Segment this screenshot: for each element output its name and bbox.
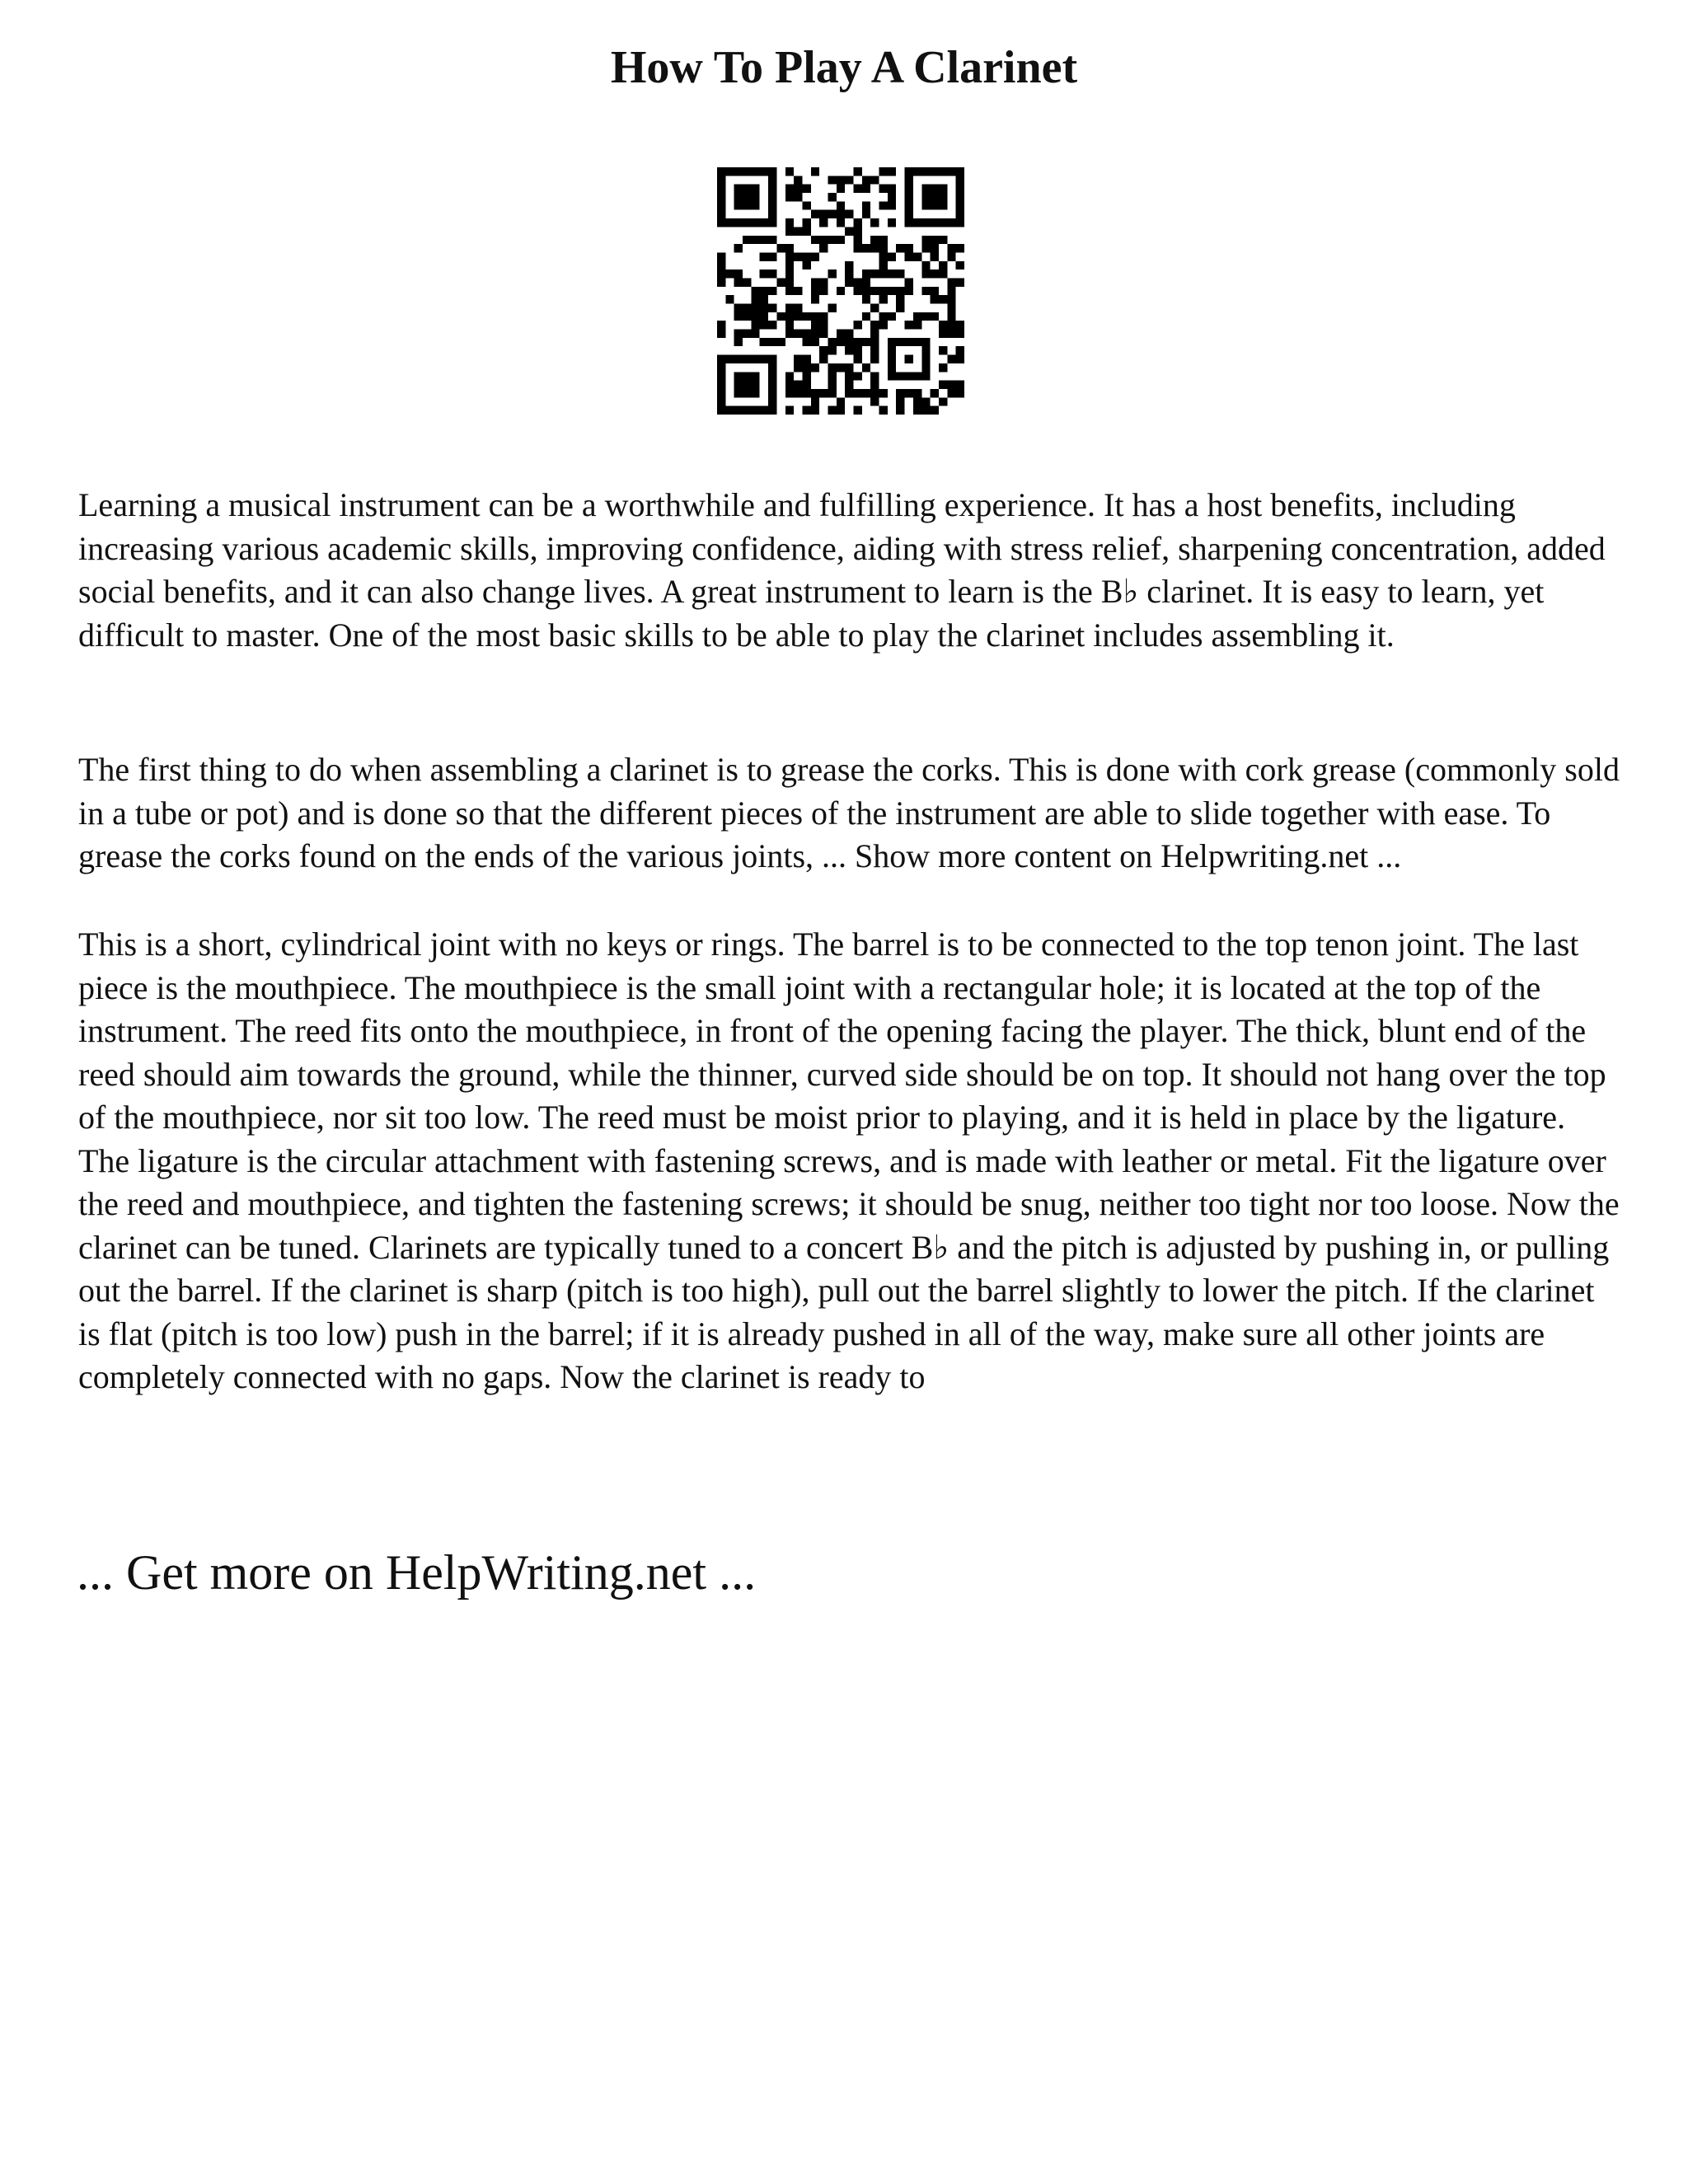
intro-paragraph: Learning a musical instrument can be a worthwhile and fulfilling experience. It has a host benefits, including increasing various academic skills, improving confidence, aiding with stress relief, sharpening concentration, added social benefits, and it can also change lives. A great instrument to learn is the B♭ clarinet. It is easy to learn, yet difficult to master. One of the most basic skills to be able to play the clarinet includes assembling it. — [78, 486, 1606, 654]
qr-code-icon — [717, 167, 964, 415]
cork-grease-paragraph: The first thing to do when assembling a clarinet is to grease the corks. This is done with cork grease (commonly sold in a tube or pot) and is done so that the different pieces of the instrument are able to slide together with ease. To grease the corks found on the ends of the various joints, ... Show more content on Helpwriting.net ... — [78, 751, 1620, 874]
get-more-link[interactable]: ... Get more on HelpWriting.net ... — [77, 1545, 757, 1600]
assembly-paragraph: This is a short, cylindrical joint with no keys or rings. The barrel is to be connected to the top tenon joint. The last piece is the mouthpiece. The mouthpiece is the small joint with a rectangular hole; it is located at the top of the instrument. The reed fits onto the mouthpiece, in front of the opening facing the player. The thick, blunt end of the reed should aim towards the ground, while the thinner, curved side should be on top. It should not hang over the top of the mouthpiece, nor sit too low. The reed must be moist prior to playing, and it is held in place by the ligature. The ligature is the circular attachment with fastening screws, and is made with leather or metal. Fit the ligature over the reed and mouthpiece, and tighten the fastening screws; it should be snug, neither too tight nor too loose. Now the clarinet can be tuned. Clarinets are typically tuned to a concert B♭ and the pitch is adjusted by pushing in, or pulling out the barrel. If the clarinet is sharp (pitch is too high), pull out the barrel slightly to lower the pitch. If the clarinet is flat (pitch is too low) push in the barrel; if it is already pushed in all of the way, make sure all other joints are completely connected with no gaps. Now the clarinet is ready to — [78, 926, 1620, 1395]
page-title: How To Play A Clarinet — [610, 42, 1078, 93]
